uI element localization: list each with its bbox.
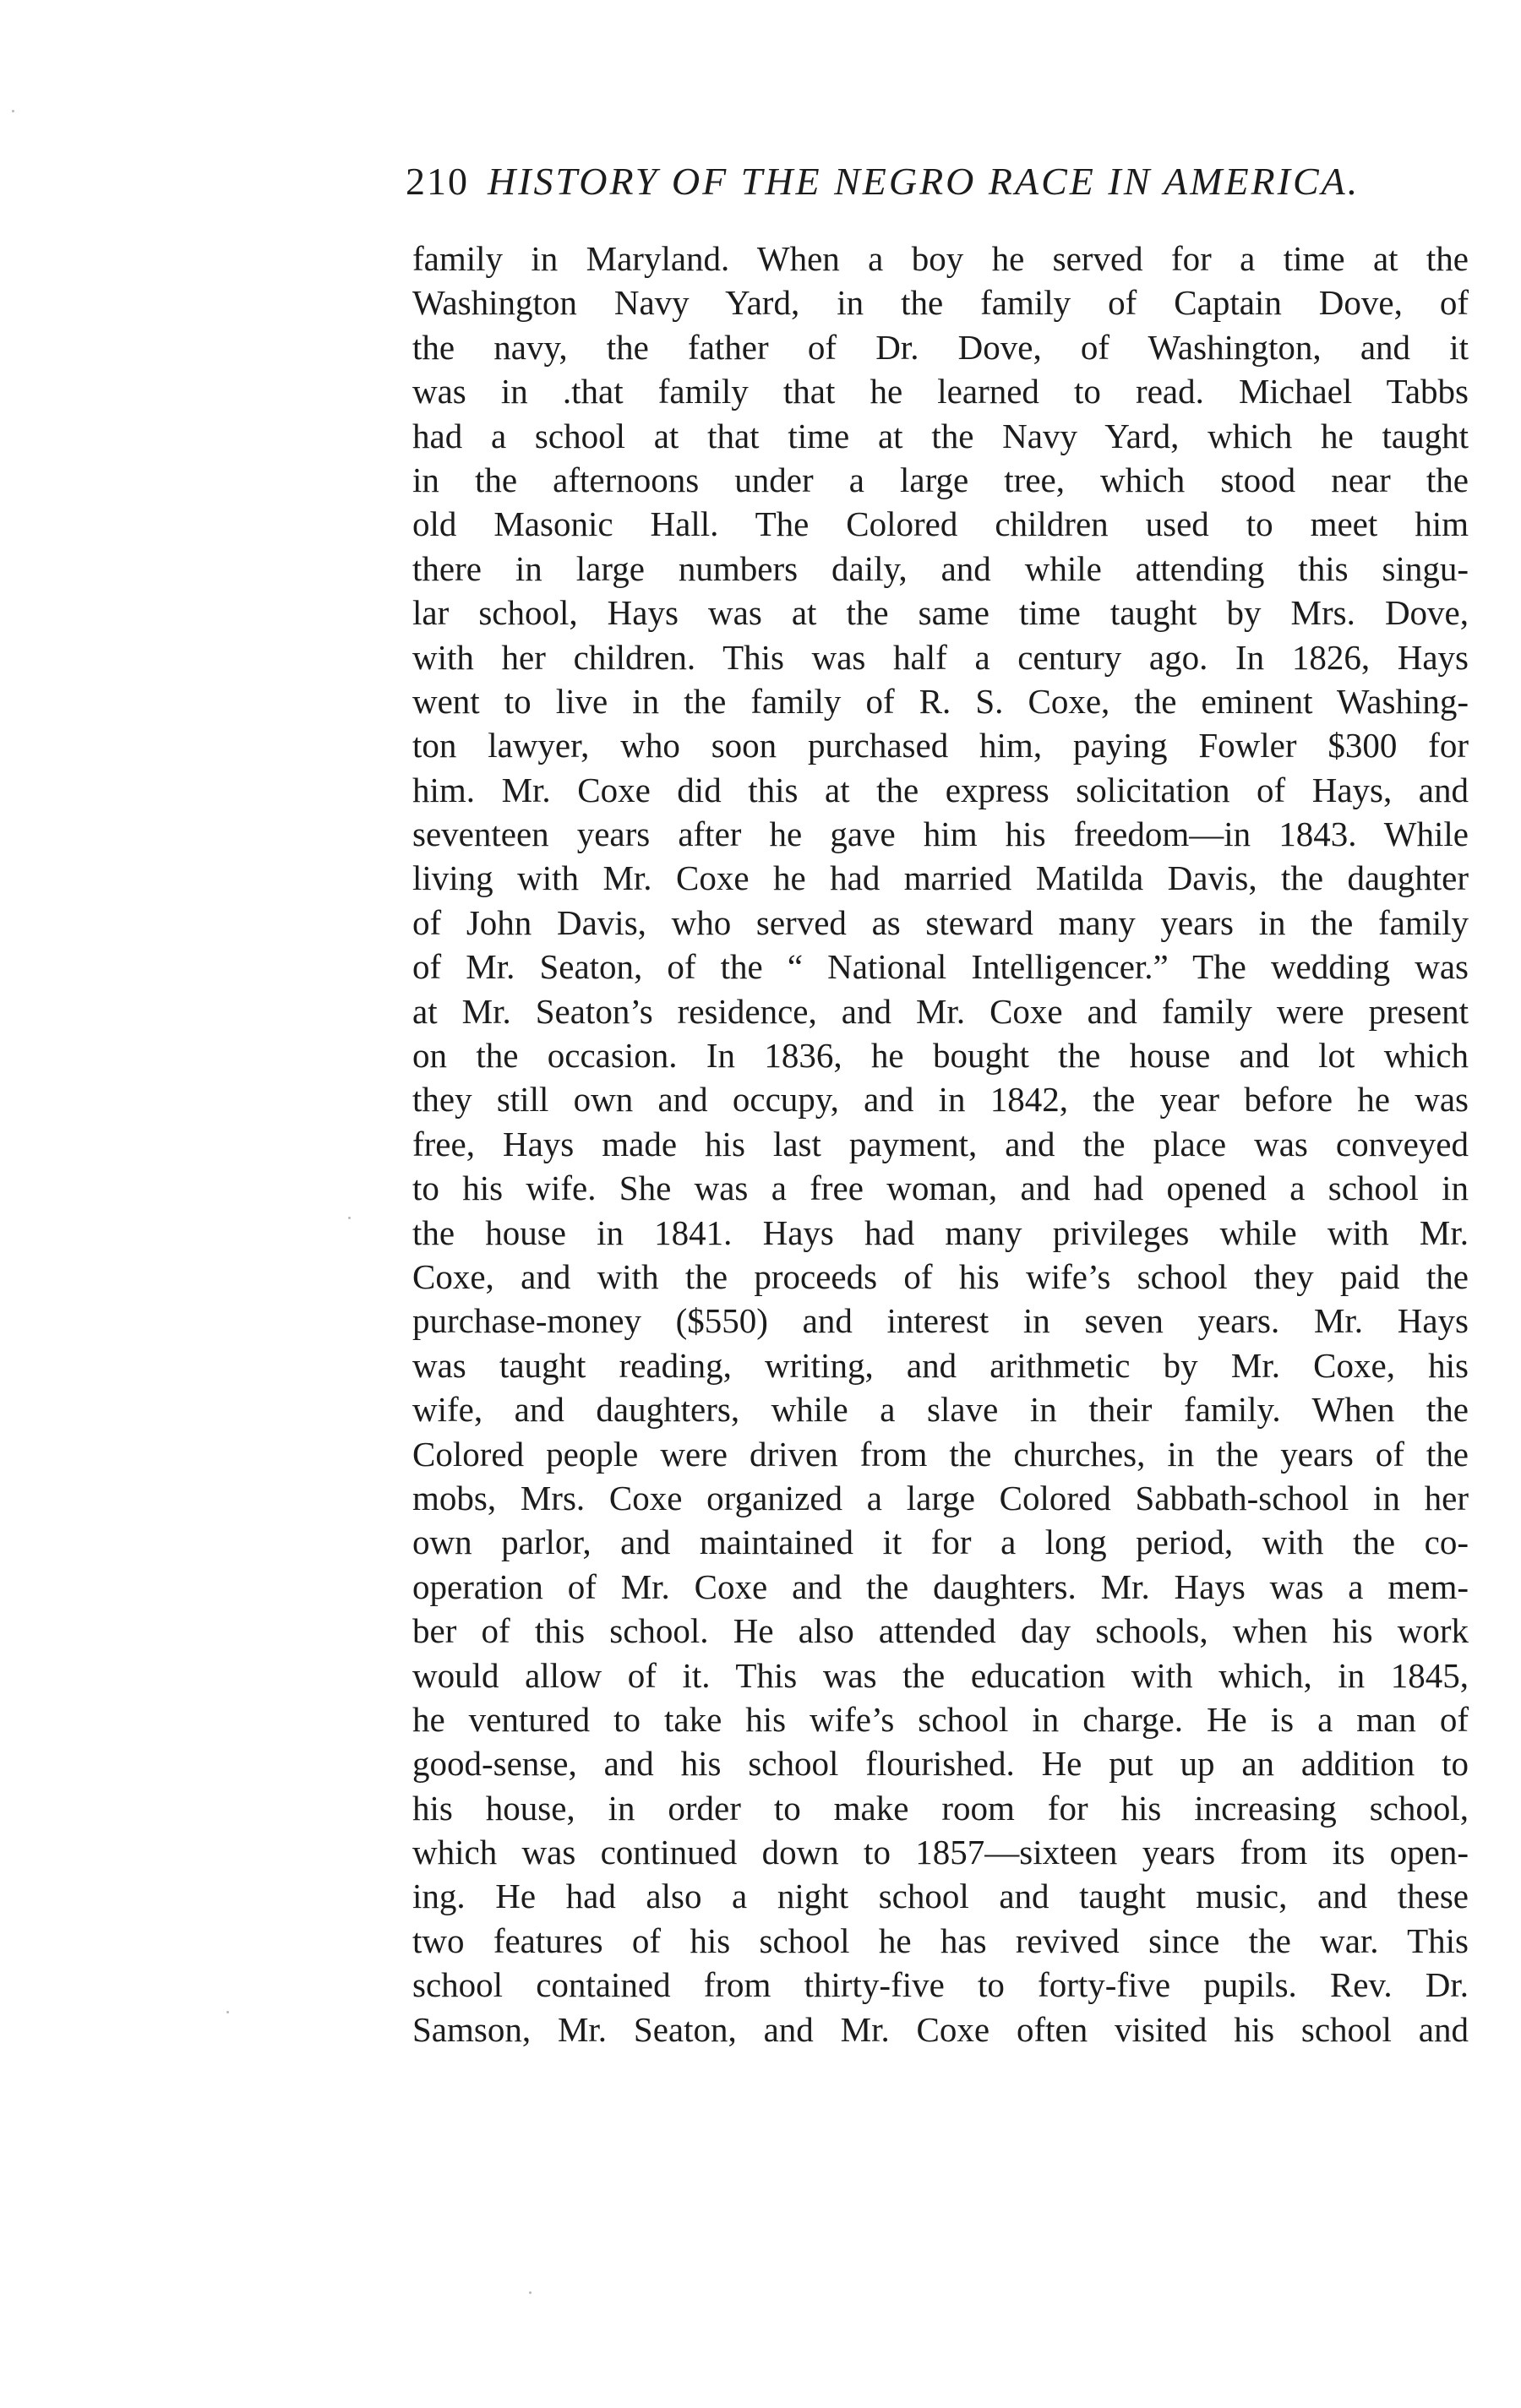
text-line: went to live in the family of R. S. Coxe, the eminent Washing- xyxy=(412,681,1469,721)
scan-speck xyxy=(12,110,14,112)
text-line: operation of Mr. Coxe and the daughters. Mr. Hays was a mem- xyxy=(412,1566,1469,1606)
text-line: was in .that family that he learned to read. Michael Tabbs xyxy=(412,372,1469,411)
text-line: Samson, Mr. Seaton, and Mr. Coxe often visited his school and xyxy=(412,2009,1469,2049)
running-head: HISTORY OF THE NEGRO RACE IN AMERICA. xyxy=(488,160,1360,203)
page-number: 210 xyxy=(406,160,469,203)
text-line: the navy, the father of Dr. Dove, of Washington, and it xyxy=(412,327,1469,367)
text-line: him. Mr. Coxe did this at the express solicitation of Hays, and xyxy=(412,770,1469,809)
text-line: would allow of it. This was the education with which, in 1845, xyxy=(412,1655,1469,1695)
text-line: free, Hays made his last payment, and the place was conveyed xyxy=(412,1124,1469,1163)
text-line: to his wife. She was a free woman, and had opened a school in xyxy=(412,1169,1469,1208)
text-line: two features of his school he has revived since the war. This xyxy=(412,1920,1469,1960)
text-line: old Masonic Hall. The Colored children used to meet him xyxy=(412,504,1469,544)
scan-speck xyxy=(226,2011,229,2013)
text-line: school contained from thirty-five to forty-five pupils. Rev. Dr. xyxy=(412,1965,1469,2005)
text-line: family in Maryland. When a boy he served for a time at the xyxy=(412,239,1469,278)
text-line: he ventured to take his wife’s school in charge. He is a man of xyxy=(412,1699,1469,1739)
text-line: purchase-money ($550) and interest in seven years. Mr. Hays xyxy=(412,1301,1469,1341)
text-line: ber of this school. He also attended day schools, when his work xyxy=(412,1611,1469,1651)
scan-speck xyxy=(529,2291,532,2294)
text-line: had a school at that time at the Navy Yard, which he taught xyxy=(412,416,1469,455)
text-line: of John Davis, who served as steward many years in the family xyxy=(412,902,1469,942)
text-line: seventeen years after he gave him his freedom—in 1843. While xyxy=(412,814,1469,854)
scan-speck xyxy=(348,1217,351,1219)
text-line: was taught reading, writing, and arithmetic by Mr. Coxe, his xyxy=(412,1345,1469,1385)
page-header xyxy=(406,159,1470,204)
text-line: lar school, Hays was at the same time taught by Mrs. Dove, xyxy=(412,593,1469,633)
text-line: in the afternoons under a large tree, which stood near the xyxy=(412,460,1469,499)
text-line: at Mr. Seaton’s residence, and Mr. Coxe and family were present xyxy=(412,991,1469,1031)
text-line: Coxe, and with the proceeds of his wife’s school they paid the xyxy=(412,1256,1469,1296)
text-line: which was continued down to 1857—sixteen years from its open- xyxy=(412,1833,1469,1872)
text-line: his house, in order to make room for his increasing school, xyxy=(412,1788,1469,1828)
text-line: ing. He had also a night school and taught music, and these xyxy=(412,1877,1469,1916)
text-line: the house in 1841. Hays had many privileges while with Mr. xyxy=(412,1212,1469,1252)
text-line: good-sense, and his school flourished. He put up an addition to xyxy=(412,1744,1469,1784)
text-line: own parlor, and maintained it for a long period, with the co- xyxy=(412,1523,1469,1562)
text-line: with her children. This was half a century ago. In 1826, Hays xyxy=(412,637,1469,677)
text-line: of Mr. Seaton, of the “ National Intelligencer.” The wedding was xyxy=(412,947,1469,987)
text-line: wife, and daughters, while a slave in their family. When the xyxy=(412,1390,1469,1430)
text-line: Washington Navy Yard, in the family of Captain Dove, of xyxy=(412,283,1469,323)
text-line: there in large numbers daily, and while attending this singu- xyxy=(412,548,1469,588)
text-line: living with Mr. Coxe he had married Matilda Davis, the daughter xyxy=(412,858,1469,898)
text-line: Colored people were driven from the churches, in the years of the xyxy=(412,1434,1469,1474)
text-line: on the occasion. In 1836, he bought the house and lot which xyxy=(412,1036,1469,1076)
text-line: mobs, Mrs. Coxe organized a large Colored Sabbath-school in her xyxy=(412,1478,1469,1517)
text-line: ton lawyer, who soon purchased him, paying Fowler $300 for xyxy=(412,726,1469,765)
body-text xyxy=(412,237,1469,2051)
text-line: they still own and occupy, and in 1842, the year before he was xyxy=(412,1080,1469,1120)
